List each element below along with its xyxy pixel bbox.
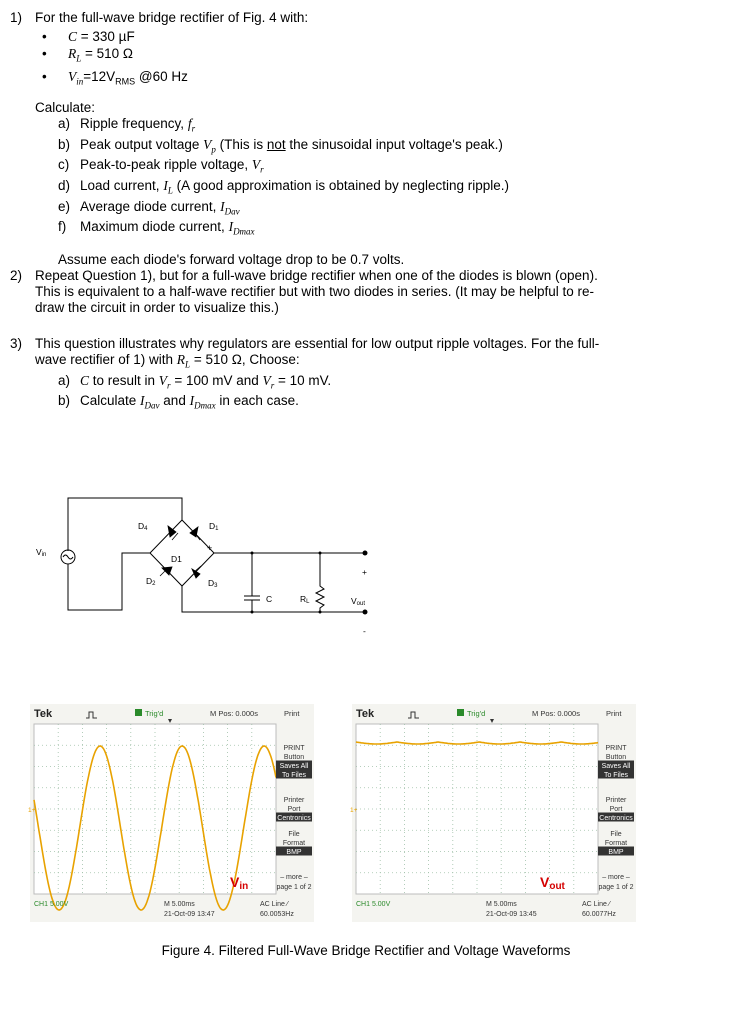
menu-item: Button <box>283 754 305 761</box>
menu-item: Printer <box>605 797 627 804</box>
ch1-scale: CH1 5.00V <box>34 901 69 908</box>
timestamp: 21-Oct-09 13:45 <box>486 911 537 918</box>
calculate-item: d) Load current, $I_L$ (A good approximation is obtained by neglecting ripple.) <box>58 178 510 196</box>
menu-item: To Files <box>281 772 307 779</box>
menu-item: To Files <box>603 772 629 779</box>
menu-item: Port <box>287 806 301 813</box>
menu-item: File <box>610 831 622 838</box>
d2-label: D2 <box>146 576 156 587</box>
oscilloscope-vin <box>30 704 314 922</box>
trigger-source: AC Line ⁄ <box>582 901 611 908</box>
d1-center-label: D1 <box>171 554 182 564</box>
scope-brand: Tek <box>34 708 53 720</box>
question-number: 3) <box>10 336 23 351</box>
menu-item: BMP <box>286 849 302 856</box>
menu-item: page 1 of 2 <box>598 884 634 891</box>
frequency-readout: 60.0077Hz <box>582 911 616 918</box>
calculate-item: a) Ripple frequency, $f_r$ <box>58 116 196 134</box>
menu-item: – more – <box>602 874 630 881</box>
d3-label: D3 <box>208 578 218 589</box>
menu-title: Print <box>606 709 622 718</box>
trig-status: Trig'd <box>467 709 486 718</box>
question-intro: For the full-wave bridge rectifier of Fig. 4 with: <box>35 10 309 25</box>
calculate-item: e) Average diode current, $I_{Dav}$ <box>58 198 240 217</box>
scope-brand: Tek <box>356 708 375 720</box>
svg-text:+: + <box>207 543 213 553</box>
question-number: 1) <box>10 10 23 25</box>
question-2-text: Repeat Question 1), but for a full-wave bridge rectifier when one of the diodes is blown (open). This is equivalent to a half-wave rectifier but with two diodes in series. (It may be helpful to re-draw the circuit in order to visualize this.) <box>35 268 598 315</box>
bridge-rectifier-schematic <box>20 496 380 646</box>
resistor-label: RL <box>300 594 310 605</box>
given-input-voltage: • $V_{in}=12V_{RMS}$ @60 Hz <box>68 68 710 91</box>
calculate-block <box>10 100 710 268</box>
capacitor-label: C <box>266 594 273 604</box>
menu-title: Print <box>284 709 300 718</box>
question-3-text: This question illustrates why regulators are essential for low output ripple voltages. For the full-wave rectifier of 1) with $R_L = 510$ Ω, Choose: <box>35 336 600 370</box>
calculate-item: c) Peak-to-peak ripple voltage, $V_r$ <box>58 157 264 176</box>
trace-label: Vout <box>540 874 565 892</box>
ch1-marker: 1+ <box>350 807 358 814</box>
question-number: 2) <box>10 268 23 283</box>
vin-label: Vin <box>36 547 47 558</box>
calculate-item: f) Maximum diode current, $I_{Dmax}$ <box>58 219 255 238</box>
menu-item: Port <box>609 806 623 813</box>
menu-item: PRINT <box>283 745 305 752</box>
menu-item: PRINT <box>605 745 627 752</box>
figure-caption: Figure 4. Filtered Full-Wave Bridge Rectifier and Voltage Waveforms <box>161 943 571 958</box>
minus-sign: - <box>363 626 366 636</box>
given-capacitance: • C = 330 µF <box>68 28 710 45</box>
ch1-marker: 1+ <box>28 807 36 814</box>
given-resistance: • $R_L = 510$ Ω <box>68 45 710 68</box>
time-scale: M 5.00ms <box>486 901 517 908</box>
trig-indicator <box>135 709 142 716</box>
menu-item: – more – <box>280 874 308 881</box>
question-3 <box>10 336 710 414</box>
menu-item: Saves All <box>601 763 631 770</box>
vout-label: Vout <box>351 596 366 607</box>
menu-item: Printer <box>283 797 305 804</box>
trigger-source: AC Line ⁄ <box>260 901 289 908</box>
assumption-text: Assume each diode's forward voltage drop to be 0.7 volts. <box>58 252 405 268</box>
trig-status: Trig'd <box>145 709 164 718</box>
calculate-list <box>58 116 710 240</box>
menu-item: page 1 of 2 <box>276 884 312 891</box>
trig-indicator <box>457 709 464 716</box>
menu-item: Format <box>282 840 306 847</box>
calculate-label: Calculate: <box>35 100 96 115</box>
question-3-a: a) C to result in $V_r = 100$ mV and $V_r = 10$ mV. <box>58 372 332 391</box>
trace-label: Vin <box>230 874 249 892</box>
calculate-item: b) Peak output voltage $V_p$ (This is not the sinusoidal input voltage's peak.) <box>58 136 503 155</box>
d4-label: D4 <box>138 521 148 532</box>
menu-item: Button <box>605 754 627 761</box>
timestamp: 21-Oct-09 13:47 <box>164 911 215 918</box>
menu-item: Centronics <box>277 815 311 822</box>
given-values-list <box>68 28 710 90</box>
plus-sign: + <box>362 567 367 577</box>
menu-item: Saves All <box>279 763 309 770</box>
menu-item: Format <box>604 840 628 847</box>
question-2 <box>10 268 710 316</box>
d1-label: D1 <box>209 521 219 532</box>
menu-item: BMP <box>608 849 624 856</box>
m-pos: M Pos: 0.000s <box>210 709 258 718</box>
m-pos: M Pos: 0.000s <box>532 709 580 718</box>
menu-item: Centronics <box>599 815 633 822</box>
ch1-scale: CH1 5.00V <box>356 901 391 908</box>
question-1 <box>10 10 710 90</box>
menu-item: File <box>288 831 300 838</box>
oscilloscope-vout <box>352 704 636 922</box>
question-3-b: b) Calculate $I_{Dav}$ and $I_{Dmax}$ in each case. <box>58 393 299 412</box>
frequency-readout: 60.0053Hz <box>260 911 294 918</box>
time-scale: M 5.00ms <box>164 901 195 908</box>
